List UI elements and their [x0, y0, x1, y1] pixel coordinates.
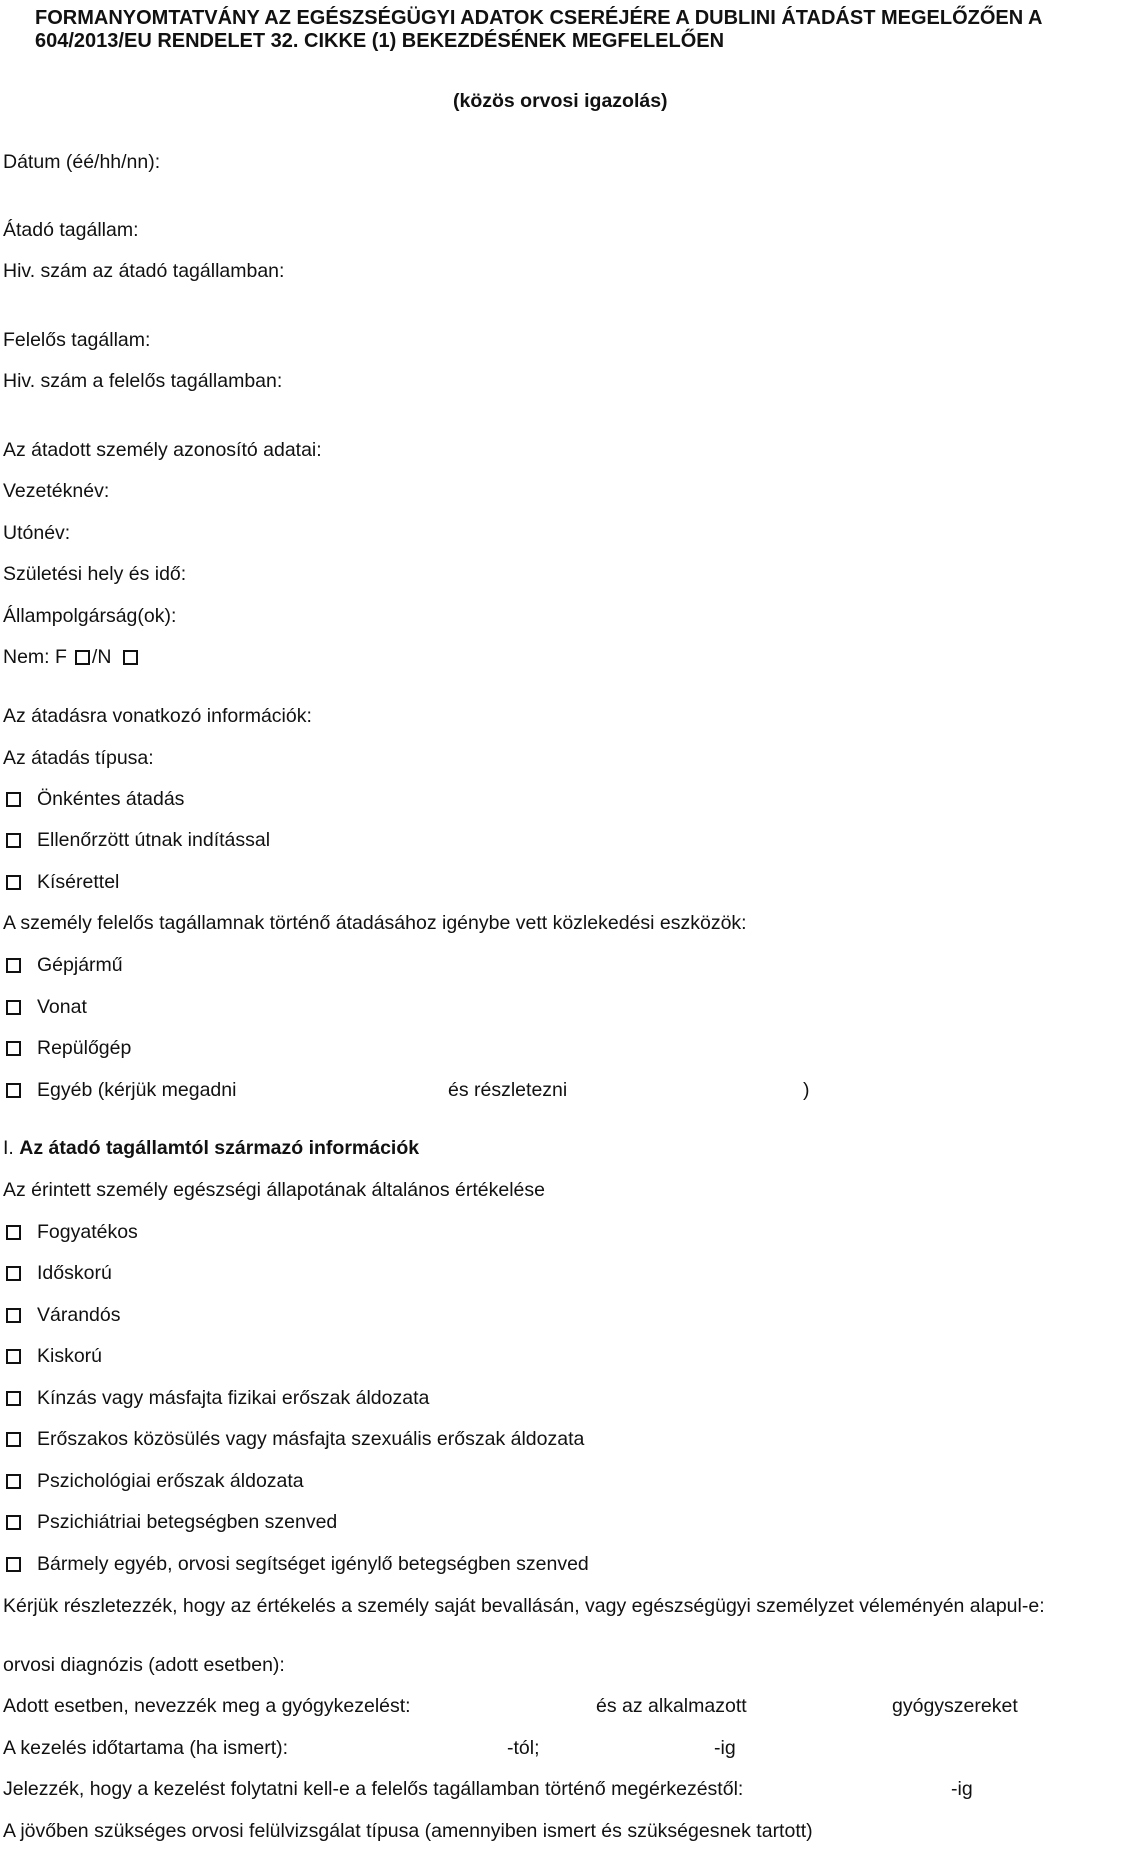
- person-heading: Az átadott személy azonosító adatai:: [3, 439, 322, 461]
- condition-sexual-violence: Erőszakos közösülés vagy másfajta szexuális erőszak áldozata: [37, 1428, 585, 1450]
- assessment-label: Az érintett személy egészségi állapotának általános értékelése: [3, 1179, 545, 1201]
- option-other-close: ): [803, 1079, 810, 1101]
- treatment-applied-label: és az alkalmazott: [596, 1695, 747, 1717]
- section-1-title: Az átadó tagállamtól származó információk: [19, 1137, 420, 1159]
- checkbox-other-illness[interactable]: [6, 1557, 21, 1572]
- form-title-line-1: FORMANYOMTATVÁNY AZ EGÉSZSÉGÜGYI ADATOK CSERÉJÉRE A DUBLINI ÁTADÁST MEGELŐZŐEN A: [35, 7, 1043, 29]
- checkbox-torture[interactable]: [6, 1391, 21, 1406]
- ref-transferring-label: Hiv. szám az átadó tagállamban:: [3, 260, 285, 282]
- condition-pregnant: Várandós: [37, 1304, 121, 1326]
- form-subtitle: (közös orvosi igazolás): [453, 90, 668, 112]
- surname-label: Vezetéknév:: [3, 480, 110, 502]
- checkbox-minor[interactable]: [6, 1349, 21, 1364]
- checkbox-controlled[interactable]: [6, 833, 21, 848]
- option-escorted: Kísérettel: [37, 871, 120, 893]
- continue-treatment-to-label: -ig: [951, 1778, 973, 1800]
- option-other-detail: és részletezni: [448, 1079, 568, 1101]
- transfer-type-label: Az átadás típusa:: [3, 747, 154, 769]
- future-checkup-label: A jövőben szükséges orvosi felülvizsgálat típusa (amennyiben ismert és szükségesnek tartott): [3, 1820, 813, 1842]
- checkbox-train[interactable]: [6, 1000, 21, 1015]
- duration-from-label: -tól;: [507, 1737, 540, 1759]
- duration-label: A kezelés időtartama (ha ismert):: [3, 1737, 289, 1759]
- citizenship-label: Állampolgárság(ok):: [3, 605, 177, 627]
- condition-elderly: Időskorú: [37, 1262, 112, 1284]
- checkbox-escorted[interactable]: [6, 875, 21, 890]
- checkbox-pregnant[interactable]: [6, 1308, 21, 1323]
- checkbox-voluntary[interactable]: [6, 792, 21, 807]
- treatment-label: Adott esetben, nevezzék meg a gyógykezelést:: [3, 1695, 411, 1717]
- option-plane: Repülőgép: [37, 1037, 132, 1059]
- birth-label: Születési hely és idő:: [3, 563, 187, 585]
- duration-to-label: -ig: [714, 1737, 736, 1759]
- checkbox-psychiatric[interactable]: [6, 1515, 21, 1530]
- sex-row: [3, 645, 140, 669]
- sex-f-checkbox[interactable]: [75, 650, 90, 665]
- treatment-medicines-label: gyógyszereket: [892, 1695, 1018, 1717]
- option-controlled: Ellenőrzött útnak indítással: [37, 829, 271, 851]
- detail-label: Kérjük részletezzék, hogy az értékelés a személy saját bevallásán, vagy egészségügyi személyzet véleményén alapul-e:: [3, 1595, 1045, 1617]
- option-other: Egyéb (kérjük megadni: [37, 1079, 237, 1101]
- ref-responsible-label: Hiv. szám a felelős tagállamban:: [3, 370, 283, 392]
- form-title-line-2: 604/2013/EU RENDELET 32. CIKKE (1) BEKEZDÉSÉNEK MEGFELELŐEN: [35, 30, 725, 52]
- checkbox-car[interactable]: [6, 958, 21, 973]
- condition-minor: Kiskorú: [37, 1345, 103, 1367]
- transferring-state-label: Átadó tagállam:: [3, 219, 139, 241]
- checkbox-other[interactable]: [6, 1083, 21, 1098]
- sex-label: Nem: F: [3, 646, 67, 668]
- checkbox-elderly[interactable]: [6, 1266, 21, 1281]
- condition-disabled: Fogyatékos: [37, 1221, 138, 1243]
- transport-label: A személy felelős tagállamnak történő átadásához igénybe vett közlekedési eszközök:: [3, 912, 747, 934]
- sex-n-label: /N: [91, 646, 112, 668]
- section-1-prefix: I.: [3, 1137, 14, 1159]
- transfer-heading: Az átadásra vonatkozó információk:: [3, 705, 312, 727]
- condition-other-illness: Bármely egyéb, orvosi segítséget igénylő betegségben szenved: [37, 1553, 589, 1575]
- option-car: Gépjármű: [37, 954, 123, 976]
- option-voluntary: Önkéntes átadás: [37, 788, 185, 810]
- first-name-label: Utónév:: [3, 522, 71, 544]
- checkbox-disabled[interactable]: [6, 1225, 21, 1240]
- section-1-heading: [3, 1136, 419, 1160]
- condition-torture: Kínzás vagy másfajta fizikai erőszak áldozata: [37, 1387, 430, 1409]
- continue-treatment-label: Jelezzék, hogy a kezelést folytatni kell-e a felelős tagállamban történő megérkezéstől:: [3, 1778, 744, 1800]
- checkbox-sexual-violence[interactable]: [6, 1432, 21, 1447]
- responsible-state-label: Felelős tagállam:: [3, 329, 151, 351]
- checkbox-psychological-violence[interactable]: [6, 1474, 21, 1489]
- sex-n-checkbox[interactable]: [123, 650, 138, 665]
- diagnosis-label: orvosi diagnózis (adott esetben):: [3, 1654, 285, 1676]
- date-label: Dátum (éé/hh/nn):: [3, 151, 161, 173]
- condition-psychological-violence: Pszichológiai erőszak áldozata: [37, 1470, 304, 1492]
- option-train: Vonat: [37, 996, 87, 1018]
- condition-psychiatric: Pszichiátriai betegségben szenved: [37, 1511, 338, 1533]
- checkbox-plane[interactable]: [6, 1041, 21, 1056]
